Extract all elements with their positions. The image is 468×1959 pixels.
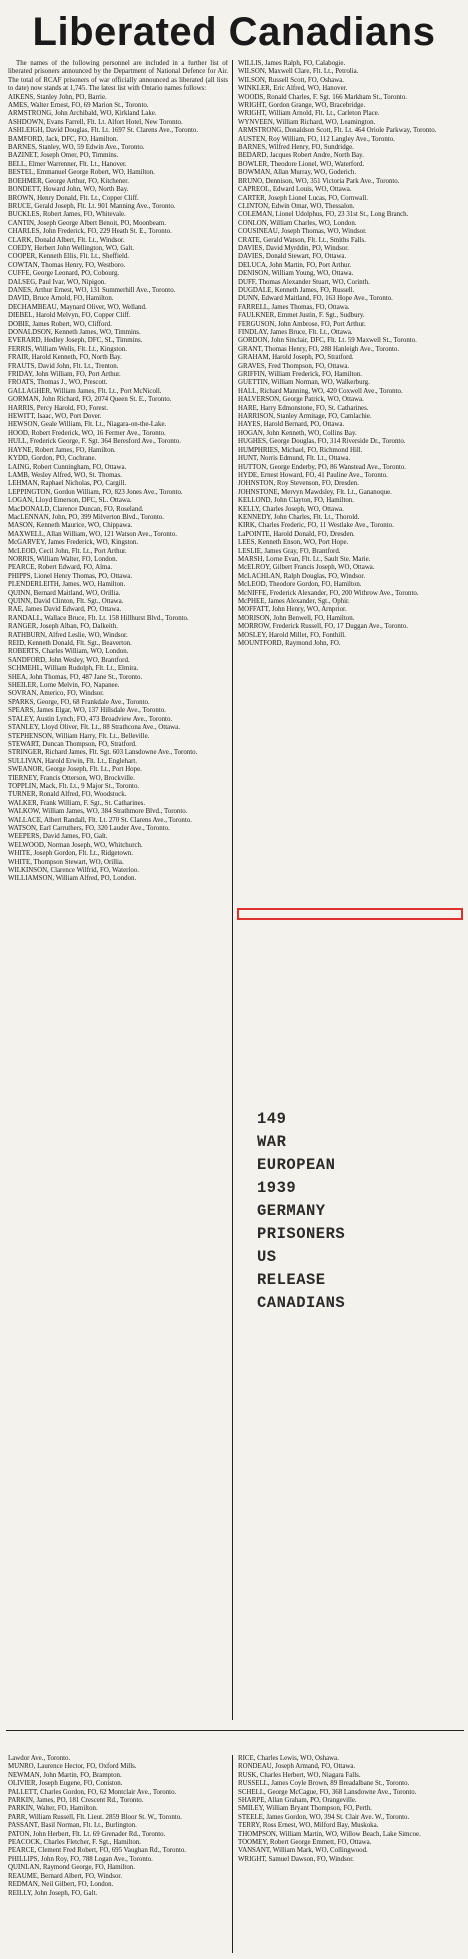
stamp-line: PRISONERS — [257, 1225, 346, 1243]
name-entry: AUSTEN, Roy William, FO, 112 Langley Ave., Toronto. — [238, 135, 395, 143]
name-entry: STEELE, James Gordon, WO, 394 St. Clair Ave. W., Toronto. — [238, 1813, 410, 1821]
name-entry: SHEILER, Lorne Melvin, FO, Napanee. — [8, 682, 120, 690]
name-entry: WHITE, Joseph Gordon, Flt. Lt., Ridgetown. — [8, 850, 133, 858]
name-entry: RAE, James David Edward, PO, Ottawa. — [8, 606, 122, 614]
name-entry: STRINGER, Richard James, Flt. Sgt. 603 Lansdowne Ave., Toronto. — [8, 749, 198, 757]
name-entry: BESTEL, Emmanuel George Robert, WO, Hamilton. — [8, 169, 155, 177]
name-entry: SWEANOR, George Joseph, Flt. Lt., Port Hope. — [8, 766, 142, 774]
name-entry: LESLIE, James Gray, FO, Brantford. — [238, 547, 341, 555]
name-entry: SPARKS, George, FO, 68 Frankdale Ave., Toronto. — [8, 698, 150, 706]
name-entry: FERGUSON, John Ambrose, FO, Port Arthur. — [238, 320, 366, 328]
highlight-box — [237, 908, 463, 920]
name-entry: RUSK, Charles Herbert, WO, Niagara Falls. — [238, 1771, 361, 1779]
name-entry: WILKINSON, Clarence Wilfrid, FO, Waterloo. — [8, 867, 139, 874]
intro-paragraph: The names of the following personnel are included in a further list of liberated prisoners announced by the Department of National Defence for Air. The total of RCAF prisoners of war officially announced as liberated (all lists to date) now stands at 1,745. The latest list with Ontario names follows: — [8, 60, 228, 93]
name-entry: BOWLER, Theodore Lionel, WO, Waterford. — [238, 160, 365, 168]
name-entry: PEARCE, Robert Edward, FO, Alma. — [8, 564, 113, 572]
name-entry: DALSEG, Paul Ivar, WO, Nipigon. — [8, 278, 106, 286]
name-entry: McGARVEY, James Frederick, WO, Kingston. — [8, 539, 139, 547]
name-entry: KELLOND, John Clayton, FO, Hamilton. — [238, 497, 354, 505]
name-entry: GRAHAM, Harold Joseph, PO, Stratford. — [238, 354, 354, 362]
bottom-left-name-list — [8, 1755, 230, 1898]
name-entry: BARNES, Wilfred Henry, FO, Sundridge. — [238, 144, 354, 152]
name-entry: TERRY, Ross Ernest, WO, Milford Bay, Muskoka. — [238, 1822, 379, 1830]
name-entry: FARRELL, James Thomas, FO, Ottawa. — [238, 303, 350, 311]
name-entry: CLARK, Donald Albert, Flt. Lt., Windsor. — [8, 236, 125, 244]
name-entry: JOHNSTON, Roy Stevenson, FO, Dresden. — [238, 480, 359, 488]
name-entry: RICE, Charles Lewis, WO, Oshawa. — [238, 1755, 339, 1762]
right-column — [238, 60, 462, 910]
name-entry: HARRISON, Stanley Armitage, FO, Camlachie. — [238, 413, 372, 421]
name-entry: BROWN, Henry Donald, Flt. Lt., Copper Cliff. — [8, 194, 139, 202]
name-entry: BARNES, Stanley, WO, 59 Edwin Ave., Toronto. — [8, 144, 145, 152]
name-entry: HALL, Richard Manning, WO, 420 Coxwell Ave., Toronto. — [238, 387, 403, 395]
name-entry: COOPER, Kenneth Ellis, Flt. Lt., Sheffield. — [8, 253, 130, 261]
name-entry: WEEPERS, David James, FO, Galt. — [8, 833, 108, 841]
name-entry: BRUNO, Dennison, WO, 351 Victoria Park Ave., Toronto. — [238, 177, 400, 185]
name-entry: GRIFFIN, William Frederick, FO, Hamilton. — [238, 371, 363, 379]
name-entry: FRIDAY, John William, FO, Port Arthur. — [8, 371, 121, 379]
name-entry: CANTIN, Joseph George Albert Benoit, PO, Moonbeam. — [8, 219, 166, 227]
name-entry: KYDD, Gordon, PO, Cochrane. — [8, 455, 97, 463]
name-entry: LOGAN, Lloyd Emerson, DFC, SL. Ottawa. — [8, 497, 132, 505]
name-entry: LAMB, Wesley Alfred, WO, St. Thomas. — [8, 471, 122, 479]
name-entry: OLIVIER, Joseph Eugene, FO, Coniston. — [8, 1780, 123, 1788]
name-entry: MORROW, Frederick Russell, FO, 17 Duggan Ave., Toronto. — [238, 623, 408, 631]
name-entry: DELUCA, John Martin, FO, Port Arthur. — [238, 261, 352, 269]
name-entry: WILSON, Maxwell Clare, Flt. Lt., Petrolia. — [238, 68, 359, 76]
name-entry: RATHBURN, Alfred Leslie, WO, Windsor. — [8, 631, 128, 639]
name-entry: WALKER, Frank William, F. Sgt., St. Catharines. — [8, 799, 146, 807]
name-entry: PEACOCK, Charles Fletcher, F. Sgt., Hamilton. — [8, 1839, 141, 1847]
name-entry: DUNN, Edward Maitland, FO, 163 Hope Ave., Toronto. — [238, 295, 393, 303]
name-entry: HAYES, Harold Bernard, PO, Ottawa. — [238, 421, 345, 429]
name-entry: PHILLIPS, John Roy, FO, 788 Logan Ave., Toronto. — [8, 1855, 153, 1863]
stamp-line: RELEASE — [257, 1271, 326, 1289]
stamp-line: US — [257, 1248, 277, 1266]
name-entry: DANES, Arthur Ernest, WO, 131 Summerhill Ave., Toronto. — [8, 286, 176, 294]
name-entry: SMILEY, William Bryant Thompson, FO, Perth. — [238, 1805, 372, 1813]
name-entry: MacLENNAN, John, PO, 399 Milverton Blvd., Toronto. — [8, 513, 164, 521]
name-entry: FERRIS, William Wells, Flt. Lt., Kingston. — [8, 345, 127, 353]
name-entry: MAXWELL, Allan William, WO, 121 Watson Ave., Toronto. — [8, 530, 177, 538]
name-entry: CUFFE, George Leonard, PO, Cobourg. — [8, 270, 120, 278]
bottom-right-column — [238, 1755, 462, 1953]
name-entry: QUINN, Bernard Maitland, WO, Orillia. — [8, 589, 121, 597]
column-divider-bottom — [232, 1755, 233, 1953]
name-entry: LEHMAN, Raphael Nicholas, PO, Cargill. — [8, 480, 127, 488]
name-entry: MacDONALD, Clarence Duncan, FO, Roseland. — [8, 505, 144, 513]
name-entry: HULL, Frederick George, F. Sgt. 364 Beresford Ave., Toronto. — [8, 438, 181, 446]
name-entry: ARMSTRONG, John Archibald, WO, Kirkland Lake. — [8, 110, 157, 118]
name-entry: BOWMAN, Allan Murray, WO, Goderich. — [238, 169, 357, 177]
bottom-left-column — [8, 1755, 230, 1953]
name-entry: WATSON, Earl Carruthers, FO, 320 Lauder Ave., Toronto. — [8, 824, 170, 832]
name-entry: GORDON, John Sinclair, DFC, Flt. Lt. 59 Maxwell St., Toronto. — [238, 337, 417, 345]
name-entry: PARR, William Russell, Flt. Lieut. 2859 Bloor St. W., Toronto. — [8, 1813, 182, 1821]
name-entry: KELLY, Charles Joseph, WO, Ottawa. — [238, 505, 344, 513]
name-entry: McNIFFE, Frederick Alexander, FO, 200 Withrow Ave., Toronto. — [238, 589, 419, 597]
name-entry: QUINLAN, Raymond George, FO, Hamilton. — [8, 1864, 135, 1872]
name-entry: HARE, Harry Edmonstone, FO, St. Catharines. — [238, 404, 369, 412]
name-entry: CHARLES, John Frederick, FO, 229 Heath St. E., Toronto. — [8, 228, 172, 236]
stamp-line: 149 — [257, 1110, 287, 1128]
name-entry: TIERNEY, Francis Otterson, WO, Brockville. — [8, 774, 135, 782]
name-entry: HEWSON, Geale William, Flt. Lt., Niagara-on-the-Lake. — [8, 421, 167, 429]
name-entry: STANLEY, Lloyd Oliver, Flt. Lt., 88 Strathcona Ave., Ottawa. — [8, 724, 180, 732]
name-entry: DENISON, William Young, WO, Ottawa. — [238, 270, 354, 278]
name-entry: HYDE, Ernest Howard, FO, 41 Pauline Ave., Toronto. — [238, 471, 388, 479]
name-entry: BELL, Elmer Warrenner, Flt. Lt., Hanover. — [8, 160, 127, 168]
name-entry: REID, Kenneth Donald, Flt. Sgt., Beaverton. — [8, 640, 132, 648]
name-entry: WILLIAMSON, William Alfred, PO, London. — [8, 875, 137, 883]
name-entry: COWTAN, Thomas Henry, FO, Westboro. — [8, 261, 126, 269]
name-entry: REILLY, John Joseph, FO, Galt. — [8, 1889, 98, 1897]
name-entry: RUSSELL, James Coyle Brown, 89 Breadalbane St., Toronto. — [238, 1780, 410, 1788]
name-entry: ASHDOWN, Evans Farrell, Flt. Lt. Alfort Hotel, New Toronto. — [8, 118, 183, 126]
name-entry: Lawdor Ave., Toronto. — [8, 1755, 71, 1762]
name-entry: STEPHENSON, William Harry, Flt. Lt., Belleville. — [8, 732, 150, 740]
name-entry: GRAVES, Fred Thompson, FO, Ottawa. — [238, 362, 350, 370]
stamp-line: 1939 — [257, 1179, 297, 1197]
name-entry: PARKIN, Walter, FO, Hamilton. — [8, 1805, 98, 1813]
name-entry: WYNVEEN, William Richard, WO, Leamington. — [238, 118, 376, 126]
name-entry: PATON, John Herbert, Flt. Lt. 69 Grenader Rd., Toronto. — [8, 1830, 166, 1838]
name-entry: EVERARD, Hedley Joseph, DFC, SL, Timmins. — [8, 337, 143, 345]
name-entry: BAMFORD, Jack, DFC, FO, Hamilton. — [8, 135, 119, 143]
name-entry: MUNRO, Laurence Hector, FO, Oxford Mills. — [8, 1763, 137, 1771]
name-entry: MARSH, Lorne Evan, Flt. Lt., Sault Ste. Marie. — [238, 555, 371, 563]
name-entry: GALLAGHER, William James, Flt. Lt., Port McNicoll. — [8, 387, 162, 395]
name-entry: WALLACE, Albert Randall, Flt. Lt. 270 St. Clarens Ave., Toronto. — [8, 816, 192, 824]
name-entry: FINDLAY, James Bruce, Flt. Lt., Ottawa. — [238, 329, 353, 336]
name-entry: COUSINEAU, Joseph Thomas, WO, Windsor. — [238, 228, 367, 236]
name-entry: VANSANT, William Mark, WO, Collingwood. — [238, 1847, 368, 1855]
name-entry: McLEOD, Theodore Gordon, FO, Hamilton. — [238, 581, 362, 589]
name-entry: BRUCE, Gerald Joseph, Flt. Lt. 901 Manning Ave., Toronto. — [8, 202, 176, 210]
name-entry: McLEOD, Cecil John, Flt. Lt., Port Arthur. — [8, 547, 127, 555]
name-entry: NEWMAN, John Martin, FO, Brampton. — [8, 1771, 122, 1779]
name-entry: HUNT, Norris Edmund, Flt. Lt., Ottawa. — [238, 455, 351, 463]
name-entry: HARRIS, Percy Harold, FO, Forest. — [8, 404, 108, 412]
name-entry: ARMSTRONG, Donaldson Scott, Flt. Lt. 464 Oriole Parkway, Toronto. — [238, 127, 437, 135]
name-entry: MOFFATT, John Henry, WO, Arnprior. — [238, 606, 347, 614]
typewritten-stamp — [257, 1108, 447, 1315]
name-entry: McPHEE, James Alexander, Sgt., Ophir. — [238, 598, 350, 605]
name-entry: FAULKNER, Emmet Justin, F. Sgt., Sudbury. — [238, 312, 365, 320]
name-entry: FRAUTS, David John, Flt. Lt., Trenton. — [8, 362, 119, 370]
name-entry: GRANT, Thomas Henry, FO, 288 Hanleigh Ave., Toronto. — [238, 345, 400, 353]
name-entry: FRAIR, Harold Kenneth, FO, North Bay. — [8, 354, 122, 362]
name-entry: CRATE, Gerald Watson, Flt. Lt., Smiths Falls. — [238, 236, 366, 244]
name-entry: COEDY, Herbert John Wellington, WO, Galt. — [8, 244, 134, 252]
name-entry: PARKIN, James, PO, 181 Crescent Rd., Toronto. — [8, 1797, 144, 1805]
name-entry: AIKENS, Stanley John, PO, Barrie. — [8, 93, 107, 101]
name-entry: WOODS, Ronald Charles, F. Sgt. 166 Markham St., Toronto. — [238, 93, 407, 101]
name-entry: HUTTON, George Enderby, PO, 86 Wanstead Ave., Toronto. — [238, 463, 407, 471]
name-entry: CONLON, William Charles, WO, London. — [238, 219, 357, 227]
name-entry: RANDALL, Wallace Bruce, Flt. Lt. 158 Hillhurst Blvd., Toronto. — [8, 614, 189, 622]
name-entry: HEWITT, Isaac, WO, Port Dover. — [8, 413, 102, 421]
name-entry: REAUME, Bernard Albert, FO, Windsor. — [8, 1872, 123, 1880]
name-entry: MORISON, John Benwell, FO, Hamilton. — [238, 614, 355, 622]
name-entry: DECHAMBEAU, Maynard Oliver, WO, Welland. — [8, 303, 147, 311]
name-entry: GUETTIN, William Norman, WO, Walkerburg. — [238, 379, 370, 387]
name-entry: HOOD, Robert Frederick, WO, 16 Fermer Ave., Toronto. — [8, 429, 166, 437]
name-entry: WRIGHT, Gordon Grange, WO, Bracebridge. — [238, 102, 366, 110]
name-entry: FROATS, Thomas J., WO, Prescott. — [8, 379, 108, 387]
column-divider — [232, 60, 233, 1720]
name-entry: WELWOOD, Norman Joseph, WO, Whitchurch. — [8, 841, 143, 849]
section-divider — [6, 1730, 464, 1731]
name-entry: WILSON, Russell Scott, FO, Oshawa. — [238, 76, 345, 84]
name-entry: SCHELL, George McCague, FO, 368 Lansdowne Ave., Toronto. — [238, 1788, 417, 1796]
name-entry: DAVIES, Donald Stewart, FO, Ottawa. — [238, 253, 347, 261]
stamp-line: GERMANY — [257, 1202, 326, 1220]
stamp-line: CANADIANS — [257, 1294, 346, 1312]
name-entry: QUINN, David Clinton, Flt. Sgt., Ottawa. — [8, 598, 124, 605]
name-entry: WHITE, Thompson Stewart, WO, Orillia. — [8, 858, 124, 866]
name-entry: JOHNSTONE, Mervyn Mawdsley, Flt. Lt., Gananoque. — [238, 488, 392, 496]
name-entry: ASHLEIGH, David Douglas, Flt. Lt. 1697 St. Clarens Ave., Toronto. — [8, 127, 199, 135]
name-entry: TOOMEY, Robert George Emmett, FO, Ottawa. — [238, 1839, 372, 1847]
name-entry: PEARCE, Clement Fred Robert, FO, 695 Vaughan Rd., Toronto. — [8, 1847, 187, 1855]
name-entry: LEES, Kenneth Enson, WO, Port Hope. — [238, 539, 349, 547]
name-entry: CARTER, Joseph Lionel Lucas, FO, Cornwall. — [238, 194, 368, 202]
name-entry: AMES, Walter Ernest, FO, 69 Marion St., Toronto. — [8, 102, 149, 110]
name-entry: BUCKLES, Robert James, FO, Whitevale. — [8, 211, 126, 219]
name-entry: DAVID, Bruce Arnold, FO, Hamilton. — [8, 295, 114, 303]
name-entry: WRIGHT, William Arnold, Flt. Lt., Carleton Place. — [238, 110, 380, 118]
name-entry: LEPPINGTON, Gordon William, FO, 823 Jones Ave., Toronto. — [8, 488, 183, 496]
name-entry: ROBERTS, Charles William, WO, London. — [8, 648, 129, 656]
name-entry: MASON, Kenneth Maurice, WO, Chippawa. — [8, 522, 133, 530]
name-entry: McLACHLAN, Ralph Douglas, FO, Windsor. — [238, 572, 366, 580]
name-entry: CAPREOL, Edward Louis, WO, Ottawa. — [238, 186, 352, 194]
left-name-list — [8, 94, 228, 884]
name-entry: McELROY, Gilbert Francis Joseph, WO, Ottawa. — [238, 564, 375, 572]
name-entry: COLEMAN, Lionel Udolphus, FO, 23 31st St., Long Branch. — [238, 211, 409, 219]
name-entry: HUMPHRIES, Michael, FO, Richmond Hill. — [238, 446, 363, 454]
name-entry: PHIPPS, Lionel Henry Thomas, PO, Ottawa. — [8, 572, 133, 580]
name-entry: RONDEAU, Joseph Armand, FO, Ottawa. — [238, 1763, 356, 1771]
left-column — [8, 60, 228, 1706]
name-entry: STEWART, Duncan Thompson, FO, Stratford. — [8, 740, 137, 748]
name-entry: STALEY, Austin Lynch, FO, 473 Broadview Ave., Toronto. — [8, 715, 173, 723]
name-entry: SULLIVAN, Harold Erwin, Flt. Lt., Englehart. — [8, 757, 138, 765]
name-entry: BAZINET, Joseph Omer, PO, Timmins. — [8, 152, 119, 160]
name-entry: WALKOW, William James, WO, 384 Strathmore Blvd., Toronto. — [8, 808, 188, 816]
name-entry: PALLETT, Charles Gordon, FO, 62 Montclair Ave., Toronto. — [8, 1788, 177, 1796]
name-entry: DOBIE, James Robert, WO, Clifford. — [8, 320, 112, 328]
name-entry: GORMAN, John Richard, FO, 2074 Queen St. E., Toronto. — [8, 396, 172, 404]
name-entry: SPEARS, James Elgar, WO, 137 Hillsdale Ave., Toronto. — [8, 707, 166, 715]
name-entry: BOEHMER, George Arthur, FO, Kitchener. — [8, 177, 129, 185]
name-entry: HALVERSON, George Patrick, WO, Ottawa. — [238, 396, 364, 404]
name-entry: BONDETT, Howard John, WO, North Bay. — [8, 186, 129, 194]
right-name-list — [238, 60, 462, 648]
name-entry: LaPOINTE, Harold Donald, FO, Dresden. — [238, 530, 355, 538]
name-entry: KIRK, Charles Frederic, FO, 11 Westlake Ave., Toronto. — [238, 522, 394, 530]
name-entry: HOGAN, John Kenneth, WO, Collins Bay. — [238, 429, 357, 437]
name-entry: DAVIES, David Myrddin, PO, Windsor. — [238, 244, 349, 252]
name-entry: BEDARD, Jacques Robert Andre, North Bay. — [238, 152, 364, 160]
name-entry: LAING, Robert Cunningham, FO, Ottawa. — [8, 463, 127, 471]
name-entry: SOVRAN, Americo, FO, Windsor. — [8, 690, 104, 698]
name-entry: TOPPLIN, Mack, Flt. Lt., 9 Major St., Toronto. — [8, 782, 140, 790]
name-entry: THOMPSON, William Martin, WO, Willow Beach, Lake Simcoe. — [238, 1830, 421, 1838]
headline: Liberated Canadians — [32, 10, 436, 54]
name-entry: DONALDSON, Kenneth James, WO, Timmins. — [8, 329, 141, 336]
name-entry: REDMAN, Neil Gilbert, FO, London. — [8, 1881, 114, 1889]
name-entry: CLINTON, Edwin Omar, WO, Thessalon. — [238, 202, 355, 210]
name-entry: MOUNTFORD, Raymond John, FO. — [238, 640, 341, 648]
stamp-line: EUROPEAN — [257, 1156, 336, 1174]
name-entry: TURNER, Ronald Alfred, FO, Woodstock. — [8, 791, 127, 799]
name-entry: HAYNE, Robert James, FO, Hamilton. — [8, 446, 116, 454]
name-entry: SHARPE, Allan Graham, PO, Orangeville. — [238, 1797, 357, 1805]
name-entry: KENNEDY, John Charles, Flt. Lt., Thorold. — [238, 513, 360, 521]
name-entry: RANGER, Joseph Alban, FO, Dalkeith. — [8, 623, 118, 631]
bottom-right-name-list — [238, 1755, 462, 1864]
name-entry: SANDFORD, John Wesley, WO, Brantford. — [8, 656, 130, 664]
name-entry: SCHMEHL, William Rudolph, Flt. Lt., Elmira. — [8, 665, 139, 673]
stamp-line: WAR — [257, 1133, 287, 1151]
name-entry: SHEA, John Thomas, FO, 487 Jane St., Toronto. — [8, 673, 143, 681]
name-entry: DIEBEL, Harold Melvyn, FO, Copper Cliff. — [8, 312, 131, 320]
name-entry: NORRIS, William Walter, FO, London. — [8, 555, 118, 563]
name-entry: WILLIS, James Ralph, FO, Calabogie. — [238, 60, 346, 67]
name-entry: MOSLEY, Harold Millet, FO, Fonthill. — [238, 631, 346, 639]
name-entry: WINKLER, Eric Alfred, WO, Hanover. — [238, 85, 348, 93]
name-entry: DUGDALE, Kenneth James, FO, Russell. — [238, 286, 355, 294]
name-entry: WRIGHT, Samuel Dawson, FO, Windsor. — [238, 1855, 354, 1863]
name-entry: PASSANT, Basil Norman, Flt. Lt., Burlington. — [8, 1822, 137, 1830]
name-entry: HUGHES, George Douglas, FO, 314 Riverside Dr., Toronto. — [238, 438, 406, 446]
name-entry: PLENDERLEITH, James, WO, Hamilton. — [8, 581, 126, 589]
name-entry: DUFF, Thomas Alexander Stuart, WO, Corinth. — [238, 278, 370, 286]
